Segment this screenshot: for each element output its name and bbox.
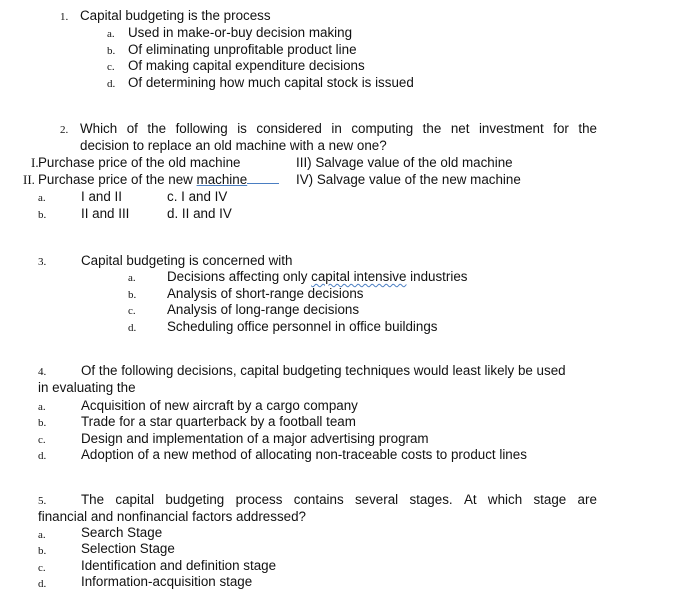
- option-letter: d.: [107, 78, 116, 90]
- option-text: Selection Stage: [81, 541, 175, 556]
- option-letter: a.: [38, 529, 46, 541]
- option-letter: b.: [38, 545, 47, 557]
- option-text: Decisions affecting only capital intensive industries: [167, 269, 468, 284]
- question-stem: Capital budgeting is concerned with: [81, 253, 293, 268]
- question-number: 2.: [60, 124, 69, 136]
- question-number: 1.: [60, 11, 69, 23]
- option-text: Design and implementation of a major advertising program: [81, 431, 429, 446]
- option-text: d. II and IV: [167, 206, 232, 221]
- item-text: Purchase price of the new machine: [38, 172, 279, 188]
- option-letter: d.: [38, 450, 47, 462]
- question-stem: The capital budgeting process contains several stages. At which stage are: [81, 492, 597, 507]
- option-letter: a.: [38, 401, 46, 413]
- question-stem: Of the following decisions, capital budgeting techniques would least likely be used: [81, 363, 566, 378]
- option-letter: a.: [38, 192, 46, 204]
- option-text: Trade for a star quarterback by a football team: [81, 414, 356, 429]
- question-number: 5.: [38, 495, 47, 507]
- option-text: Scheduling office personnel in office buildings: [167, 319, 438, 334]
- item-number: II.: [23, 172, 35, 187]
- option-text: I and II: [81, 189, 122, 204]
- option-letter: b.: [38, 417, 47, 429]
- option-text: Of eliminating unprofitable product line: [128, 42, 357, 57]
- option-text: Of determining how much capital stock is issued: [128, 75, 414, 90]
- item-text: IV) Salvage value of the new machine: [296, 172, 521, 187]
- question-stem-line2: decision to replace an old machine with a new one?: [80, 138, 387, 153]
- question-stem: Capital budgeting is the process: [80, 8, 271, 23]
- question-stem: Which of the following is considered in computing the net investment for the: [80, 121, 597, 136]
- option-letter: b.: [38, 209, 47, 221]
- option-text: c. I and IV: [167, 189, 228, 204]
- option-text: Information-acquisition stage: [81, 574, 253, 589]
- option-text: Identification and definition stage: [81, 558, 277, 573]
- item-number: I.: [31, 155, 39, 170]
- option-letter: a.: [128, 272, 136, 284]
- option-letter: b.: [107, 45, 116, 57]
- question-stem-line2: in evaluating the: [38, 380, 136, 395]
- option-text: II and III: [81, 206, 130, 221]
- question-number: 3.: [38, 256, 47, 268]
- option-letter: c.: [38, 434, 46, 446]
- option-text: Of making capital expenditure decisions: [128, 58, 365, 73]
- option-text: Used in make-or-buy decision making: [128, 25, 353, 40]
- question-number: 4.: [38, 366, 47, 378]
- option-letter: d.: [38, 578, 47, 590]
- item-text: III) Salvage value of the old machine: [296, 155, 513, 170]
- option-text: Analysis of short-range decisions: [167, 286, 364, 301]
- option-letter: c.: [107, 61, 115, 73]
- question-stem-line2: financial and nonfinancial factors addressed?: [38, 509, 306, 524]
- option-letter: c.: [38, 562, 46, 574]
- option-letter: d.: [128, 322, 137, 334]
- option-letter: c.: [128, 305, 136, 317]
- option-letter: a.: [107, 28, 115, 40]
- item-text: Purchase price of the old machine: [38, 155, 241, 170]
- option-text: Analysis of long-range decisions: [167, 302, 360, 317]
- option-text: Search Stage: [81, 525, 163, 540]
- option-text: Adoption of a new method of allocating non-traceable costs to product lines: [81, 447, 527, 462]
- option-letter: b.: [128, 289, 137, 301]
- option-text: Acquisition of new aircraft by a cargo company: [81, 398, 358, 413]
